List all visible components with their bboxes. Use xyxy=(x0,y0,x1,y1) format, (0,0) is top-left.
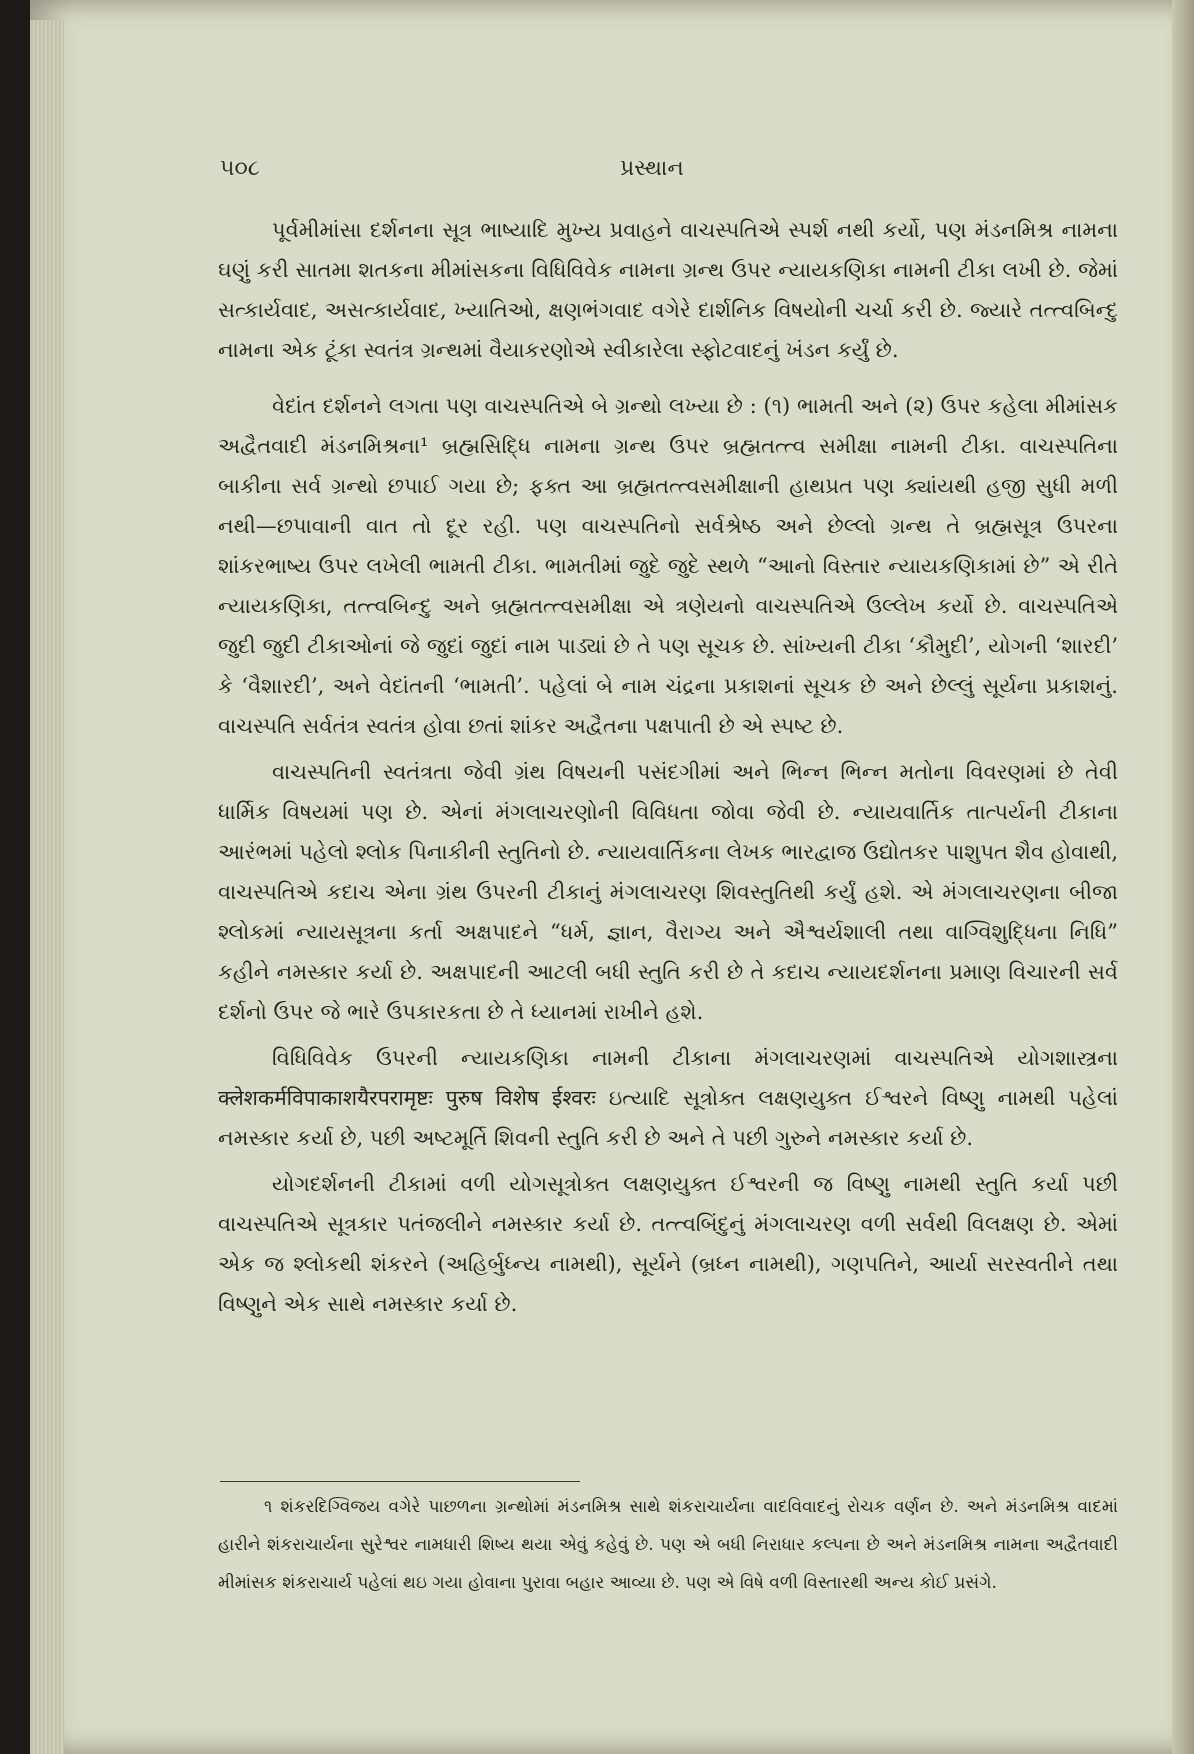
page-edge-stack xyxy=(30,20,64,1754)
page-header xyxy=(190,156,1120,196)
paragraph-vedanta: વેદાંત દર્શનને લગતા પણ વાચસ્પતિએ બે ગ્રન્થો લખ્યા છે : (૧) ભામતી અને (૨) ઉપર કહેલા મીમાંસક અદ્વૈતવાદી મંડનમિશ્રના¹ બ્રહ્મસિદ્ધિ નામના ગ્રન્થ ઉપર બ્રહ્મતત્ત્વ સમીક્ષા નામની ટીકા. વાચસ્પતિના બાકીના સર્વ ગ્રન્થો છપાઈ ગયા છે; ફક્ત આ બ્રહ્મતત્ત્વસમીક્ષાની હાથપ્રત પણ ક્યાંયથી હજી સુધી મળી નથી—છપાવાની વાત તો દૂર રહી. પણ વાચસ્પતિનો સર્વશ્રેષ્ઠ અને છેલ્લો ગ્રન્થ તે બ્રહ્મસૂત્ર ઉપરના શાંકરભાષ્ય ઉપર લખેલી ભામતી ટીકા. ભામતીમાં જુદે જુદે સ્થળે “આનો વિસ્તાર ન્યાયકણિકામાં છે” એ રીતે ન્યાયકણિકા, તત્ત્વબિન્દુ અને બ્રહ્મતત્ત્વસમીક્ષા એ ત્રણેયનો વાચસ્પતિએ ઉલ્લેખ કર્યો છે. વાચસ્પતિએ જુદી જુદી ટીકાઓનાં જે જુદાં જુદાં નામ પાડ્યાં છે તે પણ સૂચક છે. સાંખ્યની ટીકા ‘કૌમુદી’, યોગની ‘શારદી’ કે ‘વૈશારદી’, અને વેદાંતની ‘ભામતી’. પહેલાં બે નામ ચંદ્રના પ્રકાશનાં સૂચક છે અને છેલ્લું સૂર્યના પ્રકાશનું. વાચસ્પતિ સર્વતંત્ર સ્વતંત્ર હોવા છતાં શાંકર અદ્વૈતના પક્ષપાતી છે એ સ્પષ્ટ છે. xyxy=(218,394,1118,738)
body-text xyxy=(218,210,1118,1330)
page-number: ૫૦૮ xyxy=(220,156,260,181)
paragraph-vidhiviveka: વિધિવિવેક ઉપરની ન્યાયકણિકા નામની ટીકાના મંગલાચરણમાં વાચસ્પતિએ યોગશાસ્ત્રના क्लेशकर्मविपाकाशयैरपरामृष्टः पुरुष विशेष ईश्वरः ઇત્યાદિ સૂત્રોક્ત લક્ષણયુક્ત ઈશ્વરને વિષ્ણુ નામથી પહેલાં નમસ્કાર કર્યા છે, પછી અષ્ટમૂર્તિ શિવની સ્તુતિ કરી છે અને તે પછી ગુરુને નમસ્કાર કર્યા છે. xyxy=(218,1046,1118,1150)
running-title: પ્રસ્થાન xyxy=(620,156,684,181)
footnote: ૧ શંકરદિગ્વિજય વગેરે પાછળના ગ્રન્થોમાં મંડનમિશ્ર સાથે શંકરાચાર્યના વાદવિવાદનું રોચક વર્ણન છે. અને મંડનમિશ્ર વાદમાં હારીને શંકરાચાર્યના સુરેશ્વર નામધારી શિષ્ય થયા એવું કહેવું છે. પણ એ બધી નિરાધાર કલ્પના છે અને મંડનમિશ્ર નામના અદ્વૈતવાદી મીમાંસક શંકરાચાર્ય પહેલાં થઇ ગયા હોવાના પુરાવા બહાર આવ્યા છે. પણ એ વિષે વળી વિસ્તારથી અન્ય કોઈ પ્રસંગે. xyxy=(218,1497,1118,1593)
paragraph-yogadarshana: યોગદર્શનની ટીકામાં વળી યોગસૂત્રોક્ત લક્ષણયુક્ત ઈશ્વરની જ વિષ્ણુ નામથી સ્તુતિ કર્યા પછી વાચસ્પતિએ સૂત્રકાર પતંજલીને નમસ્કાર કર્યા છે. તત્ત્વબિંદુનું મંગલાચરણ વળી સર્વથી વિલક્ષણ છે. એમાં એક જ શ્લોકથી શંકરને (અહિર્બુધ્ન્ય નામથી), સૂર્યને (બ્રધ્ન નામથી), ગણપતિને, આર્યા સરસ્વતીને તથા વિષ્ણુને એક સાથે નમસ્કાર કર્યા છે. xyxy=(218,1172,1118,1316)
footnote-divider xyxy=(220,1481,580,1482)
paragraph-purva-mimamsa: પૂર્વમીમાંસા દર્શનના સૂત્ર ભાષ્યાદિ મુખ્ય પ્રવાહને વાચસ્પતિએ સ્પર્શ નથી કર્યો, પણ મંડનમિશ્ર નામના ઘણું કરી સાતમા શતકના મીમાંસકના વિધિવિવેક નામના ગ્રન્થ ઉપર ન્યાયકણિકા નામની ટીકા લખી છે. જેમાં સત્કાર્યવાદ, અસત્કાર્યવાદ, ખ્યાતિઓ, ક્ષણભંગવાદ વગેરે દાર્શનિક વિષયોની ચર્ચા કરી છે. જ્યારે તત્ત્વબિન્દુ નામના એક ટૂંકા સ્વતંત્ર ગ્રન્થમાં વૈયાકરણોએ સ્વીકારેલા સ્ફોટવાદનું ખંડન કર્યું છે. xyxy=(218,218,1118,362)
paragraph-independence: વાચસ્પતિની સ્વતંત્રતા જેવી ગ્રંથ વિષયની પસંદગીમાં અને ભિન્ન ભિન્ન મતોના વિવરણમાં છે તેવી ધાર્મિક વિષયમાં પણ છે. એનાં મંગલાચરણોની વિવિધતા જોવા જેવી છે. ન્યાયવાર્તિક તાત્પર્યની ટીકાના આરંભમાં પહેલો શ્લોક પિનાકીની સ્તુતિનો છે. ન્યાયવાર્તિકના લેખક ભારદ્વાજ ઉદ્યોતકર પાશુપત શૈવ હોવાથી, વાચસ્પતિએ કદાચ એના ગ્રંથ ઉપરની ટીકાનું મંગલાચરણ શિવસ્તુતિથી કર્યું હશે. એ મંગલાચરણના બીજા શ્લોકમાં ન્યાયસૂત્રના કર્તા અક્ષપાદને “ધર્મ, જ્ઞાન, વૈરાગ્ય અને ઐશ્વર્યશાલી તથા વાગ્વિશુદ્ધિના નિધિ” કહીને નમસ્કાર કર્યા છે. અક્ષપાદની આટલી બધી સ્તુતિ કરી છે તે કદાચ ન્યાયદર્શનના પ્રમાણ વિચારની સર્વ દર્શનો ઉપર જે ભારે ઉપકારકતા છે તે ધ્યાનમાં રાખીને હશે. xyxy=(218,760,1118,1024)
book-spine-edge xyxy=(1172,0,1194,1754)
